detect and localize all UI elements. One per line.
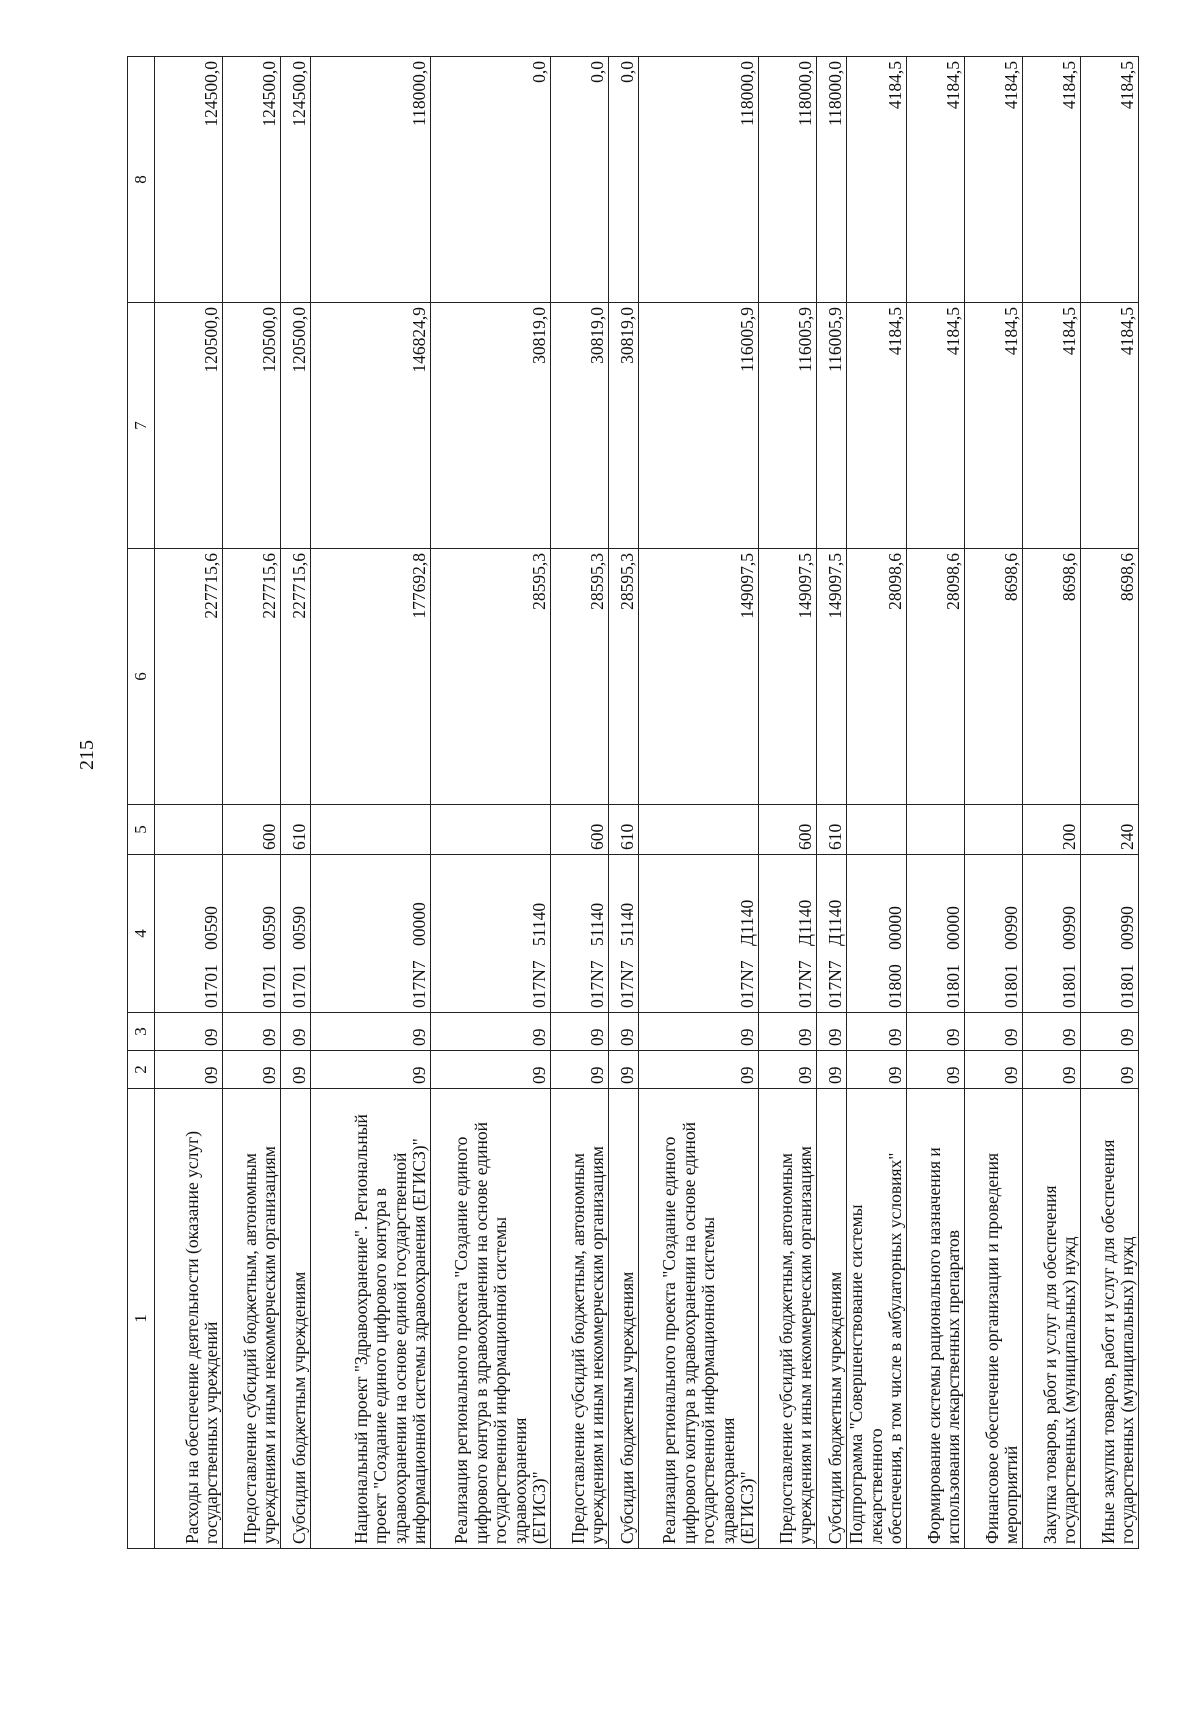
subsection-code: 09 bbox=[639, 1013, 759, 1051]
section-code: 09 bbox=[639, 1051, 759, 1089]
target-article-code: 017N7 00000 bbox=[311, 855, 431, 1013]
section-code: 09 bbox=[311, 1051, 431, 1089]
description-line: Национальный проект "Здравоохранение". Региональный bbox=[350, 1114, 371, 1544]
table-row bbox=[1080, 57, 1138, 1549]
expense-type-code bbox=[639, 805, 759, 855]
row-description bbox=[847, 1089, 907, 1549]
amount-col-6: 28098,6 bbox=[847, 549, 907, 805]
description-line: здравоохранении на основе единой государственной bbox=[389, 1152, 410, 1544]
amount-col-8: 4184,5 bbox=[847, 57, 907, 303]
amount-col-8: 118000,0 bbox=[759, 57, 817, 303]
description-line: государственной информационной системы здравоохранения bbox=[698, 1217, 738, 1544]
section-code: 09 bbox=[906, 1051, 964, 1089]
target-article-code: 017N7 Д1140 bbox=[817, 855, 847, 1013]
amount-col-6: 28595,3 bbox=[609, 549, 639, 805]
amount-col-8: 4184,5 bbox=[906, 57, 964, 303]
target-article-code: 017N7 51140 bbox=[551, 855, 609, 1013]
row-description bbox=[1022, 1089, 1080, 1549]
expense-type-code bbox=[906, 805, 964, 855]
table-row bbox=[1022, 57, 1080, 1549]
target-article-code: 01801 00990 bbox=[1022, 855, 1080, 1013]
subsection-code: 09 bbox=[964, 1013, 1022, 1051]
amount-col-8: 4184,5 bbox=[1022, 57, 1080, 303]
description-line: цифрового контура в здравоохранении на основе единой bbox=[470, 1121, 491, 1544]
target-article-code: 01701 00590 bbox=[281, 855, 311, 1013]
description-line: Расходы на обеспечение деятельности (оказание услуг) bbox=[181, 1130, 202, 1544]
amount-col-6: 227715,6 bbox=[281, 549, 311, 805]
description-line: Подпрограмма "Совершенствование системы лекарственного bbox=[846, 1204, 886, 1544]
amount-col-6: 8698,6 bbox=[1080, 549, 1138, 805]
expense-type-code: 200 bbox=[1022, 805, 1080, 855]
table-row bbox=[964, 57, 1022, 1549]
expense-type-code: 600 bbox=[551, 805, 609, 855]
description-line: учреждениям и иным некоммерческим организациям bbox=[795, 1146, 816, 1544]
row-description bbox=[223, 1089, 281, 1549]
column-header: 3 bbox=[128, 1013, 155, 1051]
amount-col-8: 118000,0 bbox=[311, 57, 431, 303]
amount-col-7: 4184,5 bbox=[1022, 303, 1080, 549]
amount-col-6: 149097,5 bbox=[817, 549, 847, 805]
row-description bbox=[817, 1089, 847, 1549]
subsection-code: 09 bbox=[431, 1013, 551, 1051]
amount-col-8: 118000,0 bbox=[817, 57, 847, 303]
description-line: проект "Создание единого цифрового контура в bbox=[370, 1187, 391, 1544]
amount-col-7: 120500,0 bbox=[223, 303, 281, 549]
section-code: 09 bbox=[817, 1051, 847, 1089]
target-article-code: 017N7 51140 bbox=[431, 855, 551, 1013]
amount-col-6: 28595,3 bbox=[551, 549, 609, 805]
amount-col-6: 227715,6 bbox=[155, 549, 223, 805]
amount-col-7: 4184,5 bbox=[1080, 303, 1138, 549]
target-article-code: 01701 00590 bbox=[223, 855, 281, 1013]
row-description bbox=[431, 1089, 551, 1549]
expense-type-code: 610 bbox=[281, 805, 311, 855]
description-line: мероприятий bbox=[1001, 1445, 1022, 1544]
expense-type-code: 600 bbox=[759, 805, 817, 855]
target-article-code: 01800 00000 bbox=[847, 855, 907, 1013]
table-row bbox=[551, 57, 609, 1549]
amount-col-8: 124500,0 bbox=[223, 57, 281, 303]
amount-col-7: 120500,0 bbox=[281, 303, 311, 549]
subsection-code: 09 bbox=[609, 1013, 639, 1051]
target-article-code: 01801 00990 bbox=[964, 855, 1022, 1013]
column-header: 8 bbox=[128, 57, 155, 303]
description-line: Предоставление субсидий бюджетным, автономным bbox=[239, 1153, 260, 1544]
description-line: Предоставление субсидий бюджетным, автономным bbox=[567, 1153, 588, 1544]
amount-col-8: 4184,5 bbox=[1080, 57, 1138, 303]
target-article-code: 017N7 51140 bbox=[609, 855, 639, 1013]
amount-col-8: 4184,5 bbox=[964, 57, 1022, 303]
column-header: 4 bbox=[128, 855, 155, 1013]
description-line: учреждениям и иным некоммерческим организациям bbox=[587, 1146, 608, 1544]
table-row bbox=[609, 57, 639, 1549]
subsection-code: 09 bbox=[759, 1013, 817, 1051]
subsection-code: 09 bbox=[551, 1013, 609, 1051]
amount-col-6: 227715,6 bbox=[223, 549, 281, 805]
expense-type-code bbox=[431, 805, 551, 855]
section-code: 09 bbox=[1022, 1051, 1080, 1089]
expense-type-code bbox=[847, 805, 907, 855]
section-code: 09 bbox=[155, 1051, 223, 1089]
row-description bbox=[609, 1089, 639, 1549]
expense-type-code: 610 bbox=[817, 805, 847, 855]
table-row bbox=[281, 57, 311, 1549]
description-line: Субсидии бюджетным учреждениям bbox=[617, 1271, 638, 1544]
description-line: информационной системы здравоохранения (ЕГИСЗ)" bbox=[409, 1138, 430, 1544]
column-header: 2 bbox=[128, 1051, 155, 1089]
description-line: (ЕГИСЗ)" bbox=[737, 1471, 758, 1544]
section-code: 09 bbox=[847, 1051, 907, 1089]
description-line: (ЕГИСЗ)" bbox=[529, 1471, 550, 1544]
amount-col-7: 4184,5 bbox=[906, 303, 964, 549]
amount-col-7: 116005,9 bbox=[639, 303, 759, 549]
description-line: Субсидии бюджетным учреждениям bbox=[289, 1271, 310, 1544]
table-row bbox=[223, 57, 281, 1549]
description-line: цифрового контура в здравоохранении на основе единой bbox=[678, 1121, 699, 1544]
amount-col-7: 4184,5 bbox=[847, 303, 907, 549]
amount-col-8: 118000,0 bbox=[639, 57, 759, 303]
subsection-code: 09 bbox=[817, 1013, 847, 1051]
amount-col-6: 28595,3 bbox=[431, 549, 551, 805]
row-description bbox=[906, 1089, 964, 1549]
amount-col-7: 146824,9 bbox=[311, 303, 431, 549]
section-code: 09 bbox=[759, 1051, 817, 1089]
description-line: государственных (муниципальных) нужд bbox=[1117, 1236, 1138, 1544]
column-header: 5 bbox=[128, 805, 155, 855]
table-row bbox=[847, 57, 907, 1549]
row-description bbox=[639, 1089, 759, 1549]
subsection-code: 09 bbox=[1022, 1013, 1080, 1051]
amount-col-8: 0,0 bbox=[551, 57, 609, 303]
description-line: Реализация регионального проекта "Создание единого bbox=[451, 1136, 472, 1544]
row-description bbox=[281, 1089, 311, 1549]
column-header: 6 bbox=[128, 549, 155, 805]
amount-col-7: 116005,9 bbox=[759, 303, 817, 549]
target-article-code: 01701 00590 bbox=[155, 855, 223, 1013]
amount-col-7: 120500,0 bbox=[155, 303, 223, 549]
row-description bbox=[759, 1089, 817, 1549]
amount-col-7: 30819,0 bbox=[431, 303, 551, 549]
table-row bbox=[639, 57, 759, 1549]
amount-col-7: 30819,0 bbox=[551, 303, 609, 549]
budget-table bbox=[127, 56, 1139, 1549]
description-line: государственной информационной системы здравоохранения bbox=[490, 1217, 530, 1544]
description-line: использования лекарственных препаратов bbox=[943, 1230, 964, 1544]
description-line: государственных учреждений bbox=[201, 1321, 222, 1544]
section-code: 09 bbox=[1080, 1051, 1138, 1089]
row-description bbox=[964, 1089, 1022, 1549]
amount-col-8: 124500,0 bbox=[155, 57, 223, 303]
description-line: учреждениям и иным некоммерческим организациям bbox=[259, 1146, 280, 1544]
row-description bbox=[311, 1089, 431, 1549]
expense-type-code: 600 bbox=[223, 805, 281, 855]
table-row bbox=[431, 57, 551, 1549]
description-line: Иные закупки товаров, работ и услуг для обеспечения bbox=[1097, 1139, 1118, 1544]
description-line: государственных (муниципальных) нужд bbox=[1059, 1236, 1080, 1544]
column-header: 1 bbox=[128, 1089, 155, 1549]
table-body bbox=[155, 57, 1139, 1549]
expense-type-code bbox=[155, 805, 223, 855]
section-code: 09 bbox=[223, 1051, 281, 1089]
amount-col-6: 149097,5 bbox=[639, 549, 759, 805]
table-row bbox=[817, 57, 847, 1549]
amount-col-8: 0,0 bbox=[609, 57, 639, 303]
expense-type-code bbox=[964, 805, 1022, 855]
target-article-code: 017N7 Д1140 bbox=[759, 855, 817, 1013]
amount-col-6: 28098,6 bbox=[906, 549, 964, 805]
section-code: 09 bbox=[964, 1051, 1022, 1089]
table-row bbox=[155, 57, 223, 1549]
target-article-code: 017N7 Д1140 bbox=[639, 855, 759, 1013]
target-article-code: 01801 00990 bbox=[1080, 855, 1138, 1013]
subsection-code: 09 bbox=[281, 1013, 311, 1051]
description-line: Закупка товаров, работ и услуг для обеспечения bbox=[1039, 1185, 1060, 1544]
amount-col-6: 177692,8 bbox=[311, 549, 431, 805]
amount-col-7: 4184,5 bbox=[964, 303, 1022, 549]
subsection-code: 09 bbox=[847, 1013, 907, 1051]
description-line: Финансовое обеспечение организации и проведения bbox=[981, 1152, 1002, 1544]
description-line: обеспечения, в том числе в амбулаторных условиях" bbox=[885, 1152, 906, 1544]
expense-type-code: 240 bbox=[1080, 805, 1138, 855]
subsection-code: 09 bbox=[1080, 1013, 1138, 1051]
column-header: 7 bbox=[128, 303, 155, 549]
amount-col-6: 8698,6 bbox=[1022, 549, 1080, 805]
amount-col-6: 149097,5 bbox=[759, 549, 817, 805]
amount-col-6: 8698,6 bbox=[964, 549, 1022, 805]
target-article-code: 01801 00000 bbox=[906, 855, 964, 1013]
expense-type-code: 610 bbox=[609, 805, 639, 855]
section-code: 09 bbox=[281, 1051, 311, 1089]
page-number: 215 bbox=[76, 740, 98, 770]
amount-col-7: 116005,9 bbox=[817, 303, 847, 549]
amount-col-7: 30819,0 bbox=[609, 303, 639, 549]
rotated-table-wrapper bbox=[127, 57, 1138, 1549]
description-line: Предоставление субсидий бюджетным, автономным bbox=[775, 1153, 796, 1544]
subsection-code: 09 bbox=[155, 1013, 223, 1051]
header-row bbox=[128, 57, 155, 1549]
section-code: 09 bbox=[551, 1051, 609, 1089]
table-row bbox=[759, 57, 817, 1549]
row-description bbox=[1080, 1089, 1138, 1549]
subsection-code: 09 bbox=[906, 1013, 964, 1051]
table-row bbox=[311, 57, 431, 1549]
row-description bbox=[155, 1089, 223, 1549]
description-line: Субсидии бюджетным учреждениям bbox=[825, 1271, 846, 1544]
description-line: Реализация регионального проекта "Создание единого bbox=[659, 1136, 680, 1544]
amount-col-8: 124500,0 bbox=[281, 57, 311, 303]
table-row bbox=[906, 57, 964, 1549]
description-line: Формирование системы рационального назначения и bbox=[923, 1147, 944, 1544]
section-code: 09 bbox=[431, 1051, 551, 1089]
row-description bbox=[551, 1089, 609, 1549]
expense-type-code bbox=[311, 805, 431, 855]
subsection-code: 09 bbox=[223, 1013, 281, 1051]
amount-col-8: 0,0 bbox=[431, 57, 551, 303]
subsection-code: 09 bbox=[311, 1013, 431, 1051]
section-code: 09 bbox=[609, 1051, 639, 1089]
